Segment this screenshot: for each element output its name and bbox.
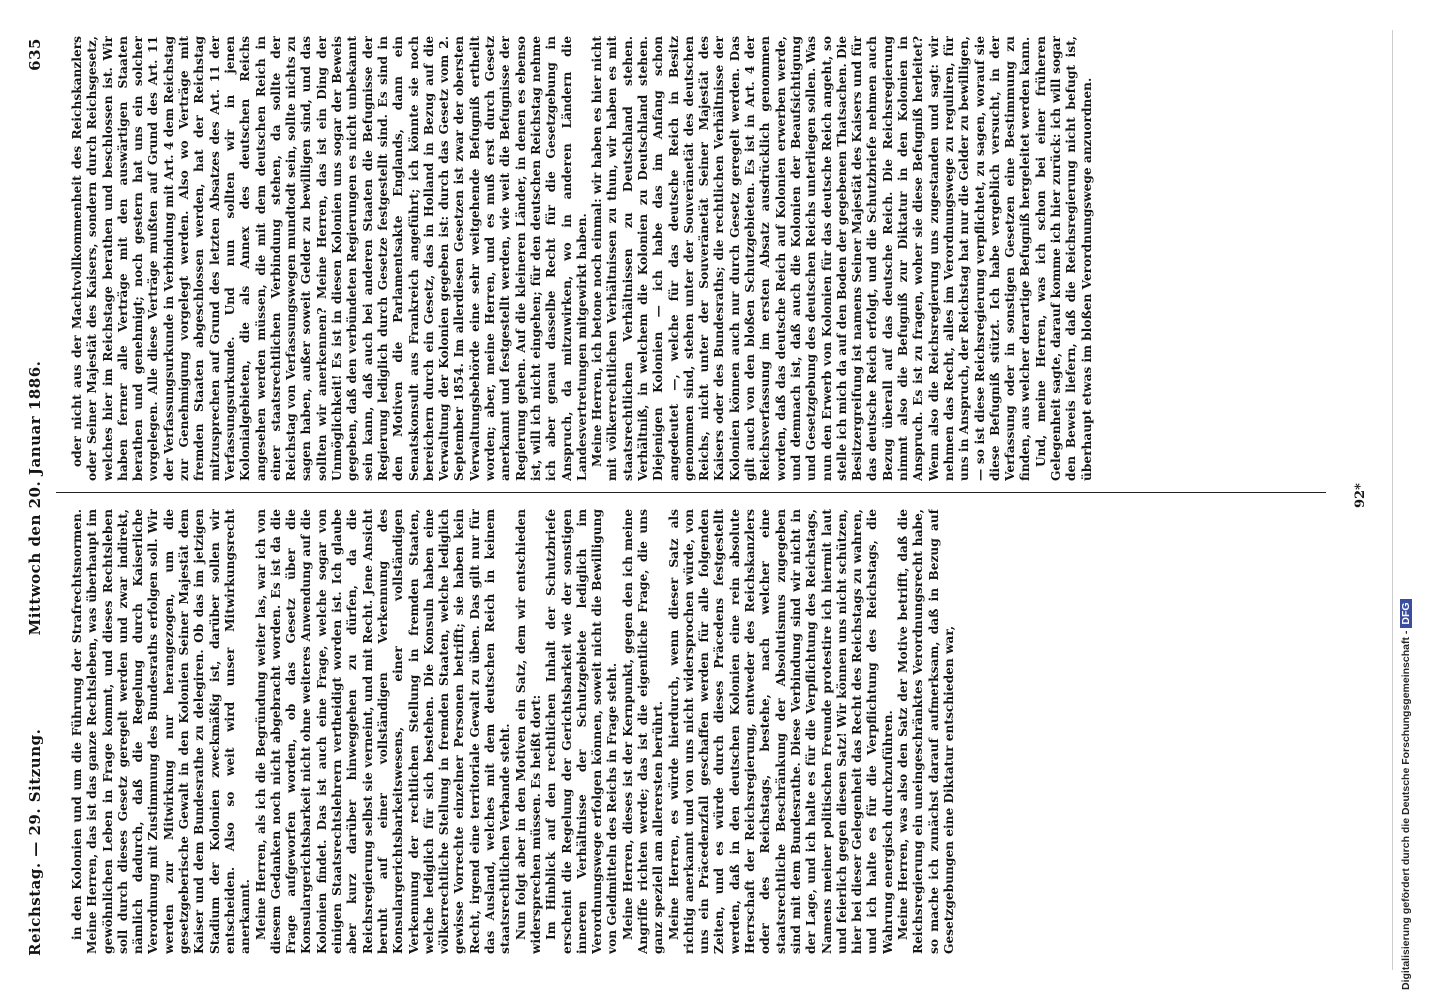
paragraph: Meine Herren, dieses ist der Kernpunkt, gegen den ich meine Angriffe richten werde; das ist die eigentliche Frage, die uns ganz speziell am allerersten berührt. [620,509,666,954]
paragraph: Meine Herren, ich betone noch einmal: wir haben es hier nicht mit völkerrechtlichen Verhältnissen zu thun, wir haben es mit staatsrechtlichen Verhältnissen zu Deutschland stehen. Verhältniß, in welchem die Kolonien zu Deutschland stehen. Diejenigen Kolonien — ich habe das im Anfang schon angedeutet —, welche für das deutsche Reich in Besitz genommen sind, stehen unter der Souveränetät des deutschen Reichs, nicht unter der Souveränetät Seiner Majestät des Kaisers oder des Bundesraths; die rechtlichen Verhältnisse der Kolonien können auch nur durch Gesetz geregelt werden. Das gilt auch von den bloßen Schutzgebieten. Es ist in Art. 4 der Reichsverfassung im ersten Absatz ausdrücklich genommen worden, daß das deutsche Reich auf Kolonien erwerben werde, und demnach ist, daß auch die Kolonien der Beaufsichtigung und Gesetzgebung des deutschen Reichs unterliegen sollen. Was nun den Erwerb von Kolonien für das deutsche Reich angeht, so stelle ich mich da auf den Boden der gegebenen Thatsachen. Die Besitzergreifung ist namens Seiner Majestät des Kaisers und für das deutsche Reich erfolgt, und die Schutzbriefe nehmen auch Bezug überall auf das deutsche Reich. Die Reichsregierung nimmt also die Befugniß zur Diktatur in den Kolonien in Anspruch. Es ist zu fragen, woher sie diese Befugniß herleitet? Wenn also die Reichsregierung uns zugestanden und sagt: wir nehmen das Recht, alles im Verordnungswege zu reguliren, für uns in Anspruch, der Reichstag hat nur die Gelder zu bewilligen, — so ist diese Reichsregierung verpflichtet, zu sagen, worauf sie diese Befugniß stützt. Ich habe vergeblich versucht, in der Verfassung oder in sonstigen Gesetzen eine Bestimmung zu finden, aus welcher derartige Befugniß hergeleitet werden kann. [590,36,1033,481]
header-session: Reichstag. — 29. Sitzung. [26,728,44,956]
page-number: 635 [26,38,44,71]
funding-text: Digitalisierung gefördert durch die Deutsche Forschungsgemeinschaft - [1400,630,1412,990]
paragraph: in den Kolonien und um die Führung der Strafrechtsnormen. Meine Herren, das ist das ganze Rechtsleben, was überhaupt im gewöhnlichen Leben in Frage kommt, und dieses Rechtsleben soll durch dieses Gesetz geregelt werden und zwar indirekt, nämlich dadurch, daß die Regelung durch Kaiserliche Verordnung mit Zustimmung des Bundesraths erfolgen soll. Wir werden zur Mitwirkung nur herangezogen, um die gesetzgeberische Gewalt in den Kolonien Seiner Majestät dem Kaiser und dem Bundesrathe zu delegiren. Ob das im jetzigen Stadium der Kolonien zweckmäßig ist, darüber sollen wir entscheiden. Also so weit wird unser Mitwirkungsrecht anerkannt. [70,509,253,954]
rotated-page-content [16,28,1386,968]
paragraph: Meine Herren, als ich die Begründung weiter las, war ich von diesem Gedanken noch nicht abgebracht worden. Es ist da die Frage aufgeworfen worden, ob das Gesetz über die Konsulargerichtsbarkeit nicht ohne weiteres Anwendung auf die Kolonien findet. Das ist auch eine Frage, welche sogar von einigen Staatsrechtslehrern vertheidigt worden ist. Ich glaube aber kurz darüber hinweggehen zu dürfen, da die Reichsregierung selbst sie verneint, und mit Recht. Jene Ansicht beruht auf einer vollständigen Verkennung des Konsulargerichtsbarkeitswesens, einer vollständigen Verkennung der rechtlichen Stellung in fremden Staaten, welche lediglich für sich bestehen. Die Konsuln haben eine völkerrechtliche Stellung in fremden Staaten, welche lediglich gewisse Vorrechte einzelner Personen betrifft; sie haben kein Recht, irgend eine territoriale Gewalt zu üben. Das gilt nur für das Ausland, welches mit dem deutschen Reich in keinem staatsrechtlichen Verbande steht. [253,509,513,954]
signature-mark: 92* [1353,483,1368,508]
text-column-right [70,36,1330,481]
paragraph: Meine Herren, was also den Satz der Motive betrifft, daß die Reichsregierung ein uneingeschränktes Verordnungsrecht habe, so mache ich zunächst darauf aufmerksam, daß in Bezug auf Gesetzgebungen eine Diktatur entschieden war, [896,509,956,954]
header-date: Mittwoch den 20. Januar 1886. [26,360,44,636]
paragraph: Meine Herren, es würde hierdurch, wenn dieser Satz als richtig anerkannt und von uns nicht widersprochen würde, von uns ein Präcedenzfall geschaffen werden für alle folgenden Zeiten, und es würde durch dieses Präcedens festgestellt werden, daß in den deutschen Kolonien eine rein absolute Herrschaft der Reichsregierung, entweder des Reichskanzlers oder des Reichstags, bestehe, nach welcher eine staatsrechtliche Beschränkung der Absolutismus zugegeben sind mit dem Bundesrathe. Diese Verbindung sind wir nicht in der Lage, und ich halte es für die Verpflichtung des Reichstags, Namens meiner politischen Freunde protestire ich hiermit laut und feierlich gegen diesen Satz! Wir können uns nicht schützen, hier bei dieser Gelegenheit das Recht des Reichstags zu wahren, und ich halte es für die Verpflichtung des Reichstags, die Wahrung energisch durchzuführen. [666,509,895,954]
column-divider [56,492,1326,493]
funding-note [1400,599,1412,990]
quoted-paragraph: Im Hinblick auf den rechtlichen Inhalt der Schutzbriefe erscheint die Regelung der Gerichtsbarkeit wie der sonstigen inneren Verhältnisse der Schutzgebiete lediglich im Verordnungswege erfolgen können, soweit nicht die Bewilligung von Geldmitteln des Reichs in Frage steht. [544,509,620,954]
page-edge [1392,30,1393,970]
page-header [16,28,54,968]
text-column-left [70,509,1330,954]
paragraph: Und, meine Herren, was ich schon bei einer früheren Gelegenheit sagte, darauf komme ich hier zurück: ich will sogar den Beweis liefern, daß die Reichsregierung nicht befugt ist, überhaupt etwas im bloßen Verordnungswege anzuordnen. [1033,36,1094,481]
dfg-logo: DFG [1400,599,1412,627]
paragraph: Nun folgt aber in den Motiven ein Satz, dem wir entschieden widersprechen müssen. Es heißt dort: [513,509,543,954]
paragraph: oder nicht aus der Machtvollkommenheit des Reichskanzlers oder Seiner Majestät des Kaisers, sondern durch Reichsgesetz, welches hier im Reichstage berathen und beschlossen ist. Wir haben ferner alle Verträge mit den auswärtigen Staaten berathen und genehmigt; noch gestern hat uns ein solcher vorgelegen. Alle diese Verträge mußten auf Grund des Art. 11 der Verfassungsurkunde in Verbindung mit Art. 4 dem Reichstag zur Genehmigung vorgelegt werden. Also wo Verträge mit fremden Staaten abgeschlossen werden, hat der Reichstag mitzusprechen auf Grund des letzten Absatzes des Art. 11 der Verfassungsurkunde. Und nun sollten wir in jenen Kolonialgebieten, die als Annex des deutschen Reichs angesehen werden müssen, die mit dem deutschen Reich in einer staatsrechtlichen Verbindung stehen, da sollte der Reichstag von Verfassungswegen mundtodt sein, sollte nichts zu sagen haben, außer soweit Gelder zu bewilligen sind, und das sollten wir anerkennen? Meine Herren, das ist ein Ding der Unmöglichkeit! Es ist in diesen Kolonien uns sogar der Beweis gegeben, daß den verbündeten Regierungen es nicht unbekannt sein kann, daß auch bei anderen Staaten die Befugnisse der Regierung lediglich durch Gesetze festgestellt sind. Es sind in den Motiven die Parlamentsakte Englands, dann ein Senatskonsult aus Frankreich angeführt; ich könnte sie noch bereichern durch ein Gesetz, das in Holland in Bezug auf die Verwaltung der Kolonien gegeben ist: durch das Gesetz vom 2. September 1854. Im allerdiesen Gesetzen ist zwar der obersten Verwaltungsbehörde eine sehr weitgehende Befugniß ertheilt worden; aber, meine Herren, und es muß erst durch Gesetz anerkannt und festgestellt werden, wie weit die Befugnisse der Regierung gehen. Auf die kleineren Länder, in denen es ebenso ist, will ich nicht eingehen; für den deutschen Reichstag nehme ich aber genau dasselbe Recht für die Gesetzgebung in Anspruch, da mitzuwirken, wo in anderen Ländern die Landesvertretungen mitgewirkt haben. [70,36,589,481]
